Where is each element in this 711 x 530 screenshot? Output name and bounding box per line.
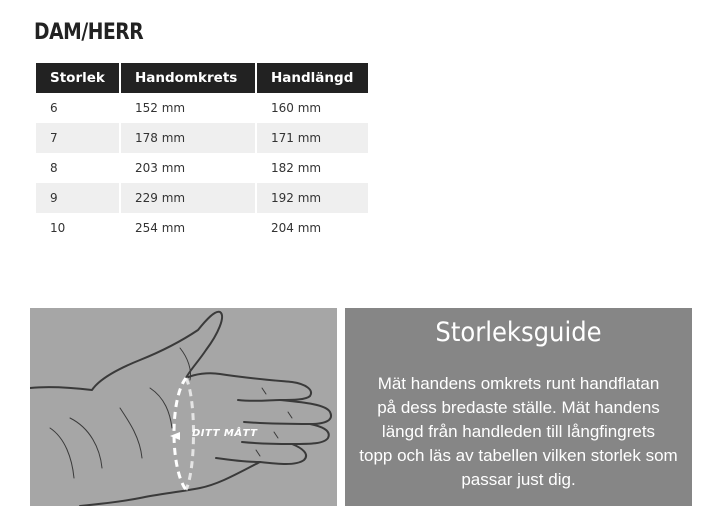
- guide-description: [349, 372, 688, 492]
- cell-circumference: 203 mm: [135, 161, 186, 175]
- cell-circumference: 152 mm: [135, 101, 186, 115]
- column-header-size: Storlek: [36, 63, 119, 93]
- cell-length: 192 mm: [257, 183, 368, 213]
- cell-length: 160 mm: [271, 101, 322, 115]
- guide-title: Storleksguide: [435, 317, 602, 348]
- guide-line: passar just dig.: [461, 470, 576, 489]
- size-table: [34, 63, 370, 243]
- cell-length: 171 mm: [257, 123, 368, 153]
- hand-illustration-icon: [30, 308, 337, 506]
- cell-size: 7: [36, 123, 119, 153]
- cell-size: 9: [36, 183, 119, 213]
- column-header-length: Handlängd: [257, 63, 368, 93]
- cell-size: 6: [50, 101, 58, 115]
- guide-line: topp och läs av tabellen vilken storlek som: [359, 446, 678, 465]
- hand-illustration-panel: [30, 308, 337, 506]
- cell-size: 10: [50, 221, 66, 235]
- table-header-row: [36, 63, 368, 93]
- cell-length: 182 mm: [271, 161, 322, 175]
- table-row: [36, 213, 368, 243]
- cell-circumference: 254 mm: [135, 221, 186, 235]
- size-guide-panel: [345, 308, 692, 506]
- page-heading: DAM/HERR: [34, 20, 144, 45]
- table-row: [36, 183, 368, 213]
- cell-circumference: 178 mm: [121, 123, 255, 153]
- cell-size: 8: [50, 161, 58, 175]
- table-row: [36, 123, 368, 153]
- measurement-label: DITT MÅTT: [192, 428, 258, 439]
- guide-line: Mät handens omkrets runt handflatan: [377, 374, 660, 393]
- table-row: [36, 93, 368, 123]
- guide-line: längd från handleden till långfingrets: [381, 422, 656, 441]
- column-header-circumference: Handomkrets: [121, 63, 255, 93]
- table-row: [36, 153, 368, 183]
- guide-line: på dess bredaste ställe. Mät handens: [377, 398, 660, 417]
- cell-circumference: 229 mm: [121, 183, 255, 213]
- cell-length: 204 mm: [271, 221, 322, 235]
